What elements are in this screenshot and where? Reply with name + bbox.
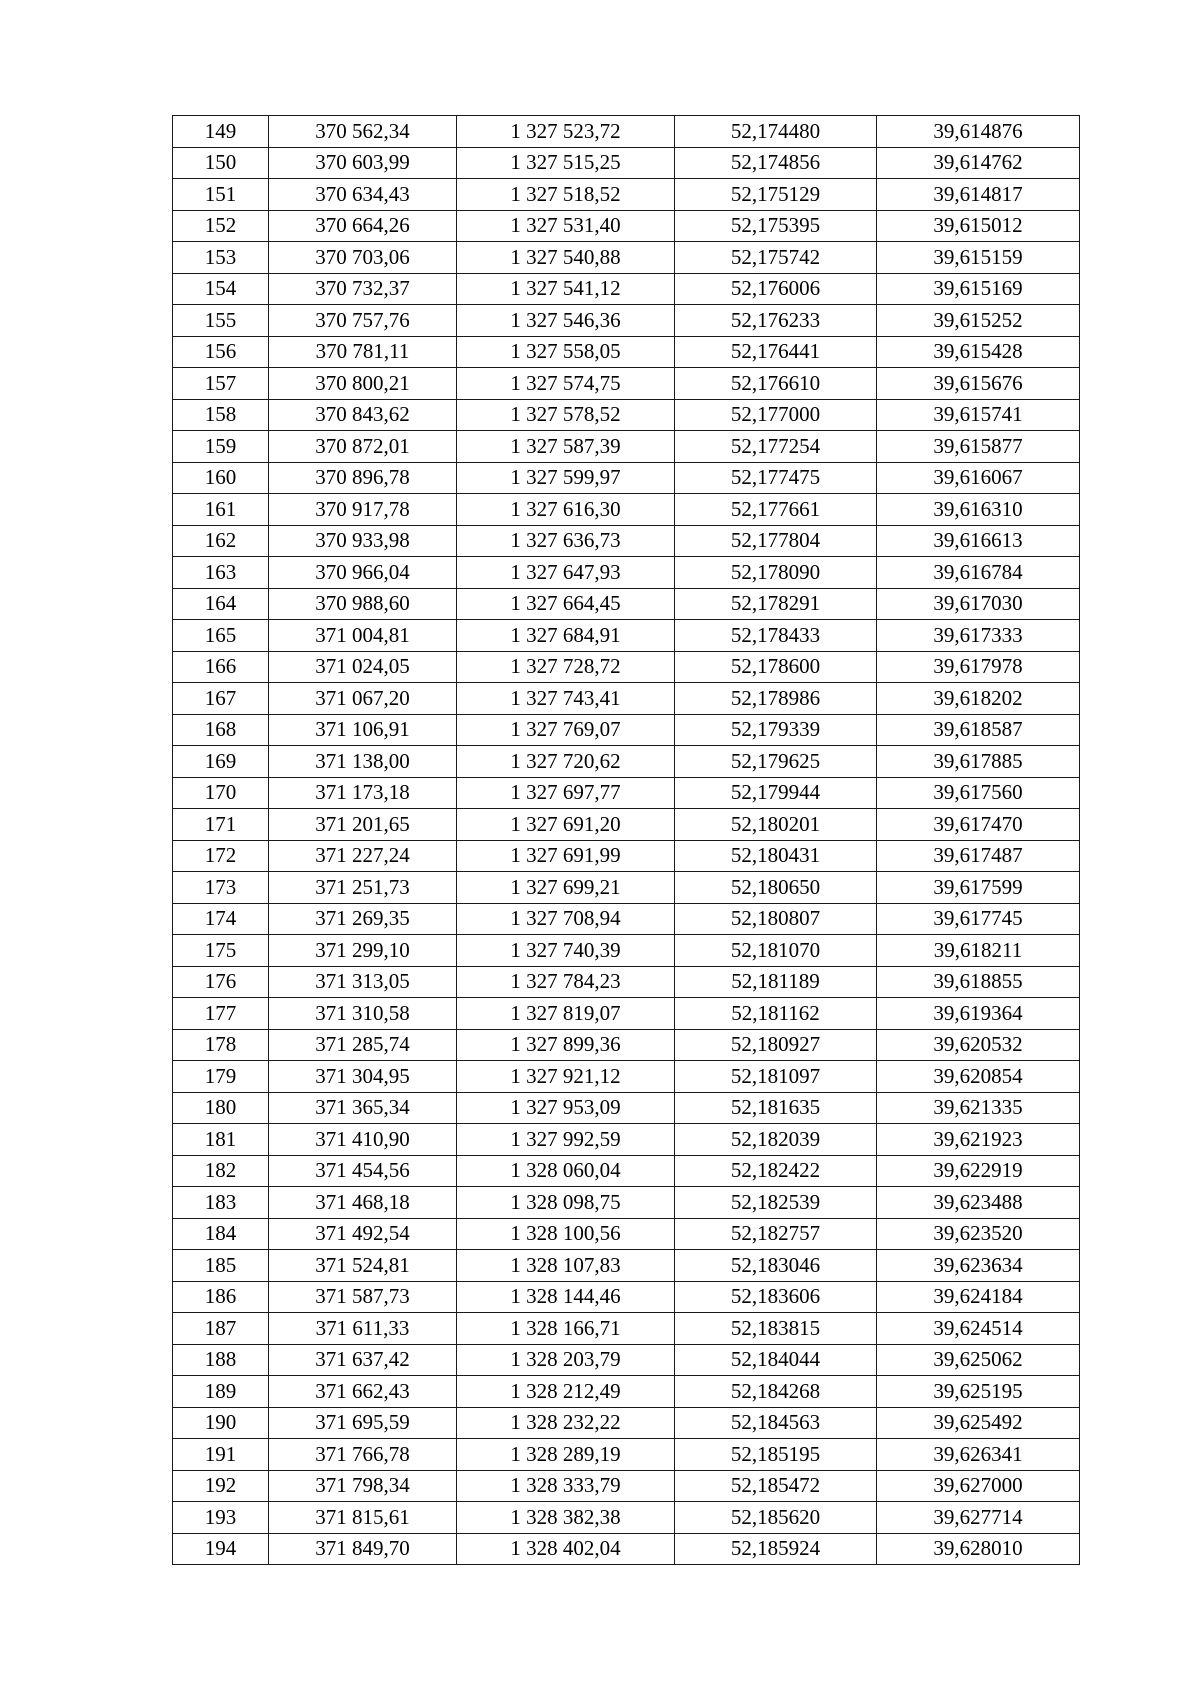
point-number-cell: 166 [173, 651, 269, 683]
point-number-cell: 183 [173, 1187, 269, 1219]
y-coordinate-cell: 1 327 720,62 [457, 746, 675, 778]
longitude-cell: 39,617030 [877, 588, 1080, 620]
longitude-cell: 39,616784 [877, 557, 1080, 589]
latitude-cell: 52,185924 [675, 1533, 877, 1565]
x-coordinate-cell: 370 634,43 [269, 179, 457, 211]
y-coordinate-cell: 1 327 647,93 [457, 557, 675, 589]
longitude-cell: 39,625195 [877, 1376, 1080, 1408]
table-row [173, 840, 1080, 872]
point-number-cell: 180 [173, 1092, 269, 1124]
longitude-cell: 39,625062 [877, 1344, 1080, 1376]
y-coordinate-cell: 1 328 166,71 [457, 1313, 675, 1345]
latitude-cell: 52,178291 [675, 588, 877, 620]
x-coordinate-cell: 371 410,90 [269, 1124, 457, 1156]
table-row [173, 1470, 1080, 1502]
y-coordinate-cell: 1 328 382,38 [457, 1502, 675, 1534]
table-row [173, 903, 1080, 935]
table-row [173, 1344, 1080, 1376]
y-coordinate-cell: 1 327 921,12 [457, 1061, 675, 1093]
longitude-cell: 39,627000 [877, 1470, 1080, 1502]
longitude-cell: 39,625492 [877, 1407, 1080, 1439]
x-coordinate-cell: 371 138,00 [269, 746, 457, 778]
x-coordinate-cell: 370 966,04 [269, 557, 457, 589]
longitude-cell: 39,617745 [877, 903, 1080, 935]
y-coordinate-cell: 1 327 578,52 [457, 399, 675, 431]
latitude-cell: 52,184563 [675, 1407, 877, 1439]
point-number-cell: 155 [173, 305, 269, 337]
longitude-cell: 39,615741 [877, 399, 1080, 431]
table-row [173, 809, 1080, 841]
longitude-cell: 39,626341 [877, 1439, 1080, 1471]
x-coordinate-cell: 371 766,78 [269, 1439, 457, 1471]
latitude-cell: 52,180201 [675, 809, 877, 841]
table-row [173, 966, 1080, 998]
y-coordinate-cell: 1 327 540,88 [457, 242, 675, 274]
table-row [173, 116, 1080, 148]
point-number-cell: 159 [173, 431, 269, 463]
table-row [173, 431, 1080, 463]
table-row [173, 210, 1080, 242]
latitude-cell: 52,179625 [675, 746, 877, 778]
x-coordinate-cell: 370 757,76 [269, 305, 457, 337]
latitude-cell: 52,177804 [675, 525, 877, 557]
x-coordinate-cell: 371 024,05 [269, 651, 457, 683]
table-row [173, 494, 1080, 526]
latitude-cell: 52,184268 [675, 1376, 877, 1408]
y-coordinate-cell: 1 327 743,41 [457, 683, 675, 715]
y-coordinate-cell: 1 327 558,05 [457, 336, 675, 368]
y-coordinate-cell: 1 327 587,39 [457, 431, 675, 463]
point-number-cell: 161 [173, 494, 269, 526]
longitude-cell: 39,622919 [877, 1155, 1080, 1187]
longitude-cell: 39,623520 [877, 1218, 1080, 1250]
point-number-cell: 178 [173, 1029, 269, 1061]
table-row [173, 620, 1080, 652]
table-row [173, 1124, 1080, 1156]
latitude-cell: 52,175129 [675, 179, 877, 211]
y-coordinate-cell: 1 327 819,07 [457, 998, 675, 1030]
x-coordinate-cell: 370 562,34 [269, 116, 457, 148]
latitude-cell: 52,185472 [675, 1470, 877, 1502]
point-number-cell: 176 [173, 966, 269, 998]
y-coordinate-cell: 1 328 333,79 [457, 1470, 675, 1502]
point-number-cell: 162 [173, 525, 269, 557]
y-coordinate-cell: 1 327 728,72 [457, 651, 675, 683]
longitude-cell: 39,615252 [877, 305, 1080, 337]
longitude-cell: 39,628010 [877, 1533, 1080, 1565]
table-row [173, 1376, 1080, 1408]
latitude-cell: 52,178433 [675, 620, 877, 652]
table-row [173, 557, 1080, 589]
table-row [173, 1313, 1080, 1345]
x-coordinate-cell: 371 304,95 [269, 1061, 457, 1093]
y-coordinate-cell: 1 327 784,23 [457, 966, 675, 998]
latitude-cell: 52,182422 [675, 1155, 877, 1187]
table-row [173, 1218, 1080, 1250]
x-coordinate-cell: 370 917,78 [269, 494, 457, 526]
x-coordinate-cell: 370 781,11 [269, 336, 457, 368]
x-coordinate-cell: 371 201,65 [269, 809, 457, 841]
longitude-cell: 39,615676 [877, 368, 1080, 400]
table-row [173, 1092, 1080, 1124]
x-coordinate-cell: 371 849,70 [269, 1533, 457, 1565]
latitude-cell: 52,182039 [675, 1124, 877, 1156]
latitude-cell: 52,180807 [675, 903, 877, 935]
x-coordinate-cell: 370 603,99 [269, 147, 457, 179]
table-row [173, 462, 1080, 494]
longitude-cell: 39,621923 [877, 1124, 1080, 1156]
y-coordinate-cell: 1 327 953,09 [457, 1092, 675, 1124]
point-number-cell: 151 [173, 179, 269, 211]
latitude-cell: 52,179339 [675, 714, 877, 746]
point-number-cell: 168 [173, 714, 269, 746]
point-number-cell: 189 [173, 1376, 269, 1408]
latitude-cell: 52,180431 [675, 840, 877, 872]
y-coordinate-cell: 1 328 402,04 [457, 1533, 675, 1565]
table-row [173, 1029, 1080, 1061]
y-coordinate-cell: 1 327 740,39 [457, 935, 675, 967]
latitude-cell: 52,183606 [675, 1281, 877, 1313]
coordinates-table [172, 115, 1080, 1565]
longitude-cell: 39,624514 [877, 1313, 1080, 1345]
table-row [173, 305, 1080, 337]
latitude-cell: 52,182539 [675, 1187, 877, 1219]
y-coordinate-cell: 1 327 518,52 [457, 179, 675, 211]
y-coordinate-cell: 1 327 699,21 [457, 872, 675, 904]
point-number-cell: 174 [173, 903, 269, 935]
x-coordinate-cell: 371 611,33 [269, 1313, 457, 1345]
y-coordinate-cell: 1 327 691,20 [457, 809, 675, 841]
y-coordinate-cell: 1 327 708,94 [457, 903, 675, 935]
point-number-cell: 181 [173, 1124, 269, 1156]
longitude-cell: 39,621335 [877, 1092, 1080, 1124]
latitude-cell: 52,181097 [675, 1061, 877, 1093]
y-coordinate-cell: 1 327 546,36 [457, 305, 675, 337]
point-number-cell: 179 [173, 1061, 269, 1093]
x-coordinate-cell: 371 285,74 [269, 1029, 457, 1061]
coordinates-table-body [173, 116, 1080, 1565]
x-coordinate-cell: 371 492,54 [269, 1218, 457, 1250]
x-coordinate-cell: 371 227,24 [269, 840, 457, 872]
point-number-cell: 171 [173, 809, 269, 841]
table-row [173, 714, 1080, 746]
latitude-cell: 52,178986 [675, 683, 877, 715]
point-number-cell: 149 [173, 116, 269, 148]
table-row [173, 1187, 1080, 1219]
latitude-cell: 52,181635 [675, 1092, 877, 1124]
x-coordinate-cell: 371 310,58 [269, 998, 457, 1030]
x-coordinate-cell: 371 662,43 [269, 1376, 457, 1408]
x-coordinate-cell: 371 587,73 [269, 1281, 457, 1313]
table-row [173, 336, 1080, 368]
point-number-cell: 192 [173, 1470, 269, 1502]
point-number-cell: 158 [173, 399, 269, 431]
longitude-cell: 39,616067 [877, 462, 1080, 494]
longitude-cell: 39,623634 [877, 1250, 1080, 1282]
table-row [173, 147, 1080, 179]
y-coordinate-cell: 1 328 232,22 [457, 1407, 675, 1439]
table-row [173, 1155, 1080, 1187]
longitude-cell: 39,615012 [877, 210, 1080, 242]
point-number-cell: 185 [173, 1250, 269, 1282]
y-coordinate-cell: 1 328 098,75 [457, 1187, 675, 1219]
longitude-cell: 39,615877 [877, 431, 1080, 463]
y-coordinate-cell: 1 327 684,91 [457, 620, 675, 652]
x-coordinate-cell: 371 524,81 [269, 1250, 457, 1282]
y-coordinate-cell: 1 327 515,25 [457, 147, 675, 179]
y-coordinate-cell: 1 328 144,46 [457, 1281, 675, 1313]
x-coordinate-cell: 371 269,35 [269, 903, 457, 935]
latitude-cell: 52,178090 [675, 557, 877, 589]
longitude-cell: 39,617560 [877, 777, 1080, 809]
x-coordinate-cell: 370 800,21 [269, 368, 457, 400]
latitude-cell: 52,181070 [675, 935, 877, 967]
y-coordinate-cell: 1 327 899,36 [457, 1029, 675, 1061]
x-coordinate-cell: 370 872,01 [269, 431, 457, 463]
longitude-cell: 39,620532 [877, 1029, 1080, 1061]
longitude-cell: 39,623488 [877, 1187, 1080, 1219]
point-number-cell: 163 [173, 557, 269, 589]
point-number-cell: 152 [173, 210, 269, 242]
latitude-cell: 52,176441 [675, 336, 877, 368]
x-coordinate-cell: 371 067,20 [269, 683, 457, 715]
point-number-cell: 193 [173, 1502, 269, 1534]
latitude-cell: 52,181162 [675, 998, 877, 1030]
point-number-cell: 188 [173, 1344, 269, 1376]
latitude-cell: 52,177661 [675, 494, 877, 526]
x-coordinate-cell: 370 896,78 [269, 462, 457, 494]
latitude-cell: 52,177475 [675, 462, 877, 494]
point-number-cell: 160 [173, 462, 269, 494]
table-row [173, 1407, 1080, 1439]
y-coordinate-cell: 1 327 769,07 [457, 714, 675, 746]
table-row [173, 399, 1080, 431]
y-coordinate-cell: 1 327 523,72 [457, 116, 675, 148]
y-coordinate-cell: 1 328 100,56 [457, 1218, 675, 1250]
longitude-cell: 39,617487 [877, 840, 1080, 872]
y-coordinate-cell: 1 327 574,75 [457, 368, 675, 400]
longitude-cell: 39,616613 [877, 525, 1080, 557]
x-coordinate-cell: 371 468,18 [269, 1187, 457, 1219]
longitude-cell: 39,615169 [877, 273, 1080, 305]
y-coordinate-cell: 1 327 616,30 [457, 494, 675, 526]
x-coordinate-cell: 370 732,37 [269, 273, 457, 305]
longitude-cell: 39,617470 [877, 809, 1080, 841]
y-coordinate-cell: 1 328 212,49 [457, 1376, 675, 1408]
x-coordinate-cell: 371 798,34 [269, 1470, 457, 1502]
latitude-cell: 52,182757 [675, 1218, 877, 1250]
latitude-cell: 52,180927 [675, 1029, 877, 1061]
x-coordinate-cell: 371 299,10 [269, 935, 457, 967]
point-number-cell: 169 [173, 746, 269, 778]
latitude-cell: 52,176233 [675, 305, 877, 337]
table-row [173, 179, 1080, 211]
y-coordinate-cell: 1 327 697,77 [457, 777, 675, 809]
latitude-cell: 52,180650 [675, 872, 877, 904]
table-row [173, 998, 1080, 1030]
point-number-cell: 157 [173, 368, 269, 400]
x-coordinate-cell: 371 173,18 [269, 777, 457, 809]
latitude-cell: 52,185620 [675, 1502, 877, 1534]
longitude-cell: 39,618211 [877, 935, 1080, 967]
longitude-cell: 39,614762 [877, 147, 1080, 179]
latitude-cell: 52,177254 [675, 431, 877, 463]
longitude-cell: 39,619364 [877, 998, 1080, 1030]
table-row [173, 1250, 1080, 1282]
y-coordinate-cell: 1 327 636,73 [457, 525, 675, 557]
table-row [173, 588, 1080, 620]
x-coordinate-cell: 371 106,91 [269, 714, 457, 746]
y-coordinate-cell: 1 328 203,79 [457, 1344, 675, 1376]
table-row [173, 1502, 1080, 1534]
x-coordinate-cell: 371 815,61 [269, 1502, 457, 1534]
x-coordinate-cell: 370 703,06 [269, 242, 457, 274]
latitude-cell: 52,175742 [675, 242, 877, 274]
point-number-cell: 190 [173, 1407, 269, 1439]
x-coordinate-cell: 371 365,34 [269, 1092, 457, 1124]
latitude-cell: 52,174480 [675, 116, 877, 148]
longitude-cell: 39,627714 [877, 1502, 1080, 1534]
x-coordinate-cell: 370 843,62 [269, 399, 457, 431]
table-row [173, 1439, 1080, 1471]
point-number-cell: 184 [173, 1218, 269, 1250]
point-number-cell: 170 [173, 777, 269, 809]
latitude-cell: 52,177000 [675, 399, 877, 431]
y-coordinate-cell: 1 327 992,59 [457, 1124, 675, 1156]
latitude-cell: 52,178600 [675, 651, 877, 683]
x-coordinate-cell: 371 251,73 [269, 872, 457, 904]
x-coordinate-cell: 371 695,59 [269, 1407, 457, 1439]
point-number-cell: 150 [173, 147, 269, 179]
latitude-cell: 52,184044 [675, 1344, 877, 1376]
x-coordinate-cell: 370 664,26 [269, 210, 457, 242]
y-coordinate-cell: 1 327 664,45 [457, 588, 675, 620]
table-row [173, 368, 1080, 400]
y-coordinate-cell: 1 327 599,97 [457, 462, 675, 494]
longitude-cell: 39,614817 [877, 179, 1080, 211]
table-row [173, 777, 1080, 809]
latitude-cell: 52,175395 [675, 210, 877, 242]
point-number-cell: 194 [173, 1533, 269, 1565]
point-number-cell: 167 [173, 683, 269, 715]
table-row [173, 1281, 1080, 1313]
latitude-cell: 52,174856 [675, 147, 877, 179]
point-number-cell: 187 [173, 1313, 269, 1345]
x-coordinate-cell: 371 313,05 [269, 966, 457, 998]
table-row [173, 683, 1080, 715]
longitude-cell: 39,620854 [877, 1061, 1080, 1093]
table-row [173, 746, 1080, 778]
point-number-cell: 191 [173, 1439, 269, 1471]
longitude-cell: 39,615159 [877, 242, 1080, 274]
point-number-cell: 164 [173, 588, 269, 620]
y-coordinate-cell: 1 327 541,12 [457, 273, 675, 305]
latitude-cell: 52,176610 [675, 368, 877, 400]
longitude-cell: 39,617333 [877, 620, 1080, 652]
table-row [173, 651, 1080, 683]
latitude-cell: 52,183046 [675, 1250, 877, 1282]
y-coordinate-cell: 1 328 289,19 [457, 1439, 675, 1471]
latitude-cell: 52,185195 [675, 1439, 877, 1471]
latitude-cell: 52,176006 [675, 273, 877, 305]
table-row [173, 525, 1080, 557]
longitude-cell: 39,617978 [877, 651, 1080, 683]
point-number-cell: 173 [173, 872, 269, 904]
x-coordinate-cell: 371 004,81 [269, 620, 457, 652]
point-number-cell: 165 [173, 620, 269, 652]
point-number-cell: 175 [173, 935, 269, 967]
latitude-cell: 52,179944 [675, 777, 877, 809]
latitude-cell: 52,181189 [675, 966, 877, 998]
table-row [173, 935, 1080, 967]
point-number-cell: 154 [173, 273, 269, 305]
longitude-cell: 39,618855 [877, 966, 1080, 998]
point-number-cell: 186 [173, 1281, 269, 1313]
y-coordinate-cell: 1 328 060,04 [457, 1155, 675, 1187]
longitude-cell: 39,618202 [877, 683, 1080, 715]
longitude-cell: 39,617599 [877, 872, 1080, 904]
y-coordinate-cell: 1 327 691,99 [457, 840, 675, 872]
table-row [173, 1061, 1080, 1093]
point-number-cell: 182 [173, 1155, 269, 1187]
longitude-cell: 39,618587 [877, 714, 1080, 746]
latitude-cell: 52,183815 [675, 1313, 877, 1345]
table-row [173, 273, 1080, 305]
longitude-cell: 39,624184 [877, 1281, 1080, 1313]
point-number-cell: 177 [173, 998, 269, 1030]
x-coordinate-cell: 371 637,42 [269, 1344, 457, 1376]
x-coordinate-cell: 370 933,98 [269, 525, 457, 557]
point-number-cell: 156 [173, 336, 269, 368]
point-number-cell: 153 [173, 242, 269, 274]
x-coordinate-cell: 370 988,60 [269, 588, 457, 620]
longitude-cell: 39,617885 [877, 746, 1080, 778]
longitude-cell: 39,614876 [877, 116, 1080, 148]
point-number-cell: 172 [173, 840, 269, 872]
y-coordinate-cell: 1 327 531,40 [457, 210, 675, 242]
longitude-cell: 39,615428 [877, 336, 1080, 368]
table-row [173, 1533, 1080, 1565]
x-coordinate-cell: 371 454,56 [269, 1155, 457, 1187]
table-row [173, 242, 1080, 274]
table-row [173, 872, 1080, 904]
longitude-cell: 39,616310 [877, 494, 1080, 526]
y-coordinate-cell: 1 328 107,83 [457, 1250, 675, 1282]
